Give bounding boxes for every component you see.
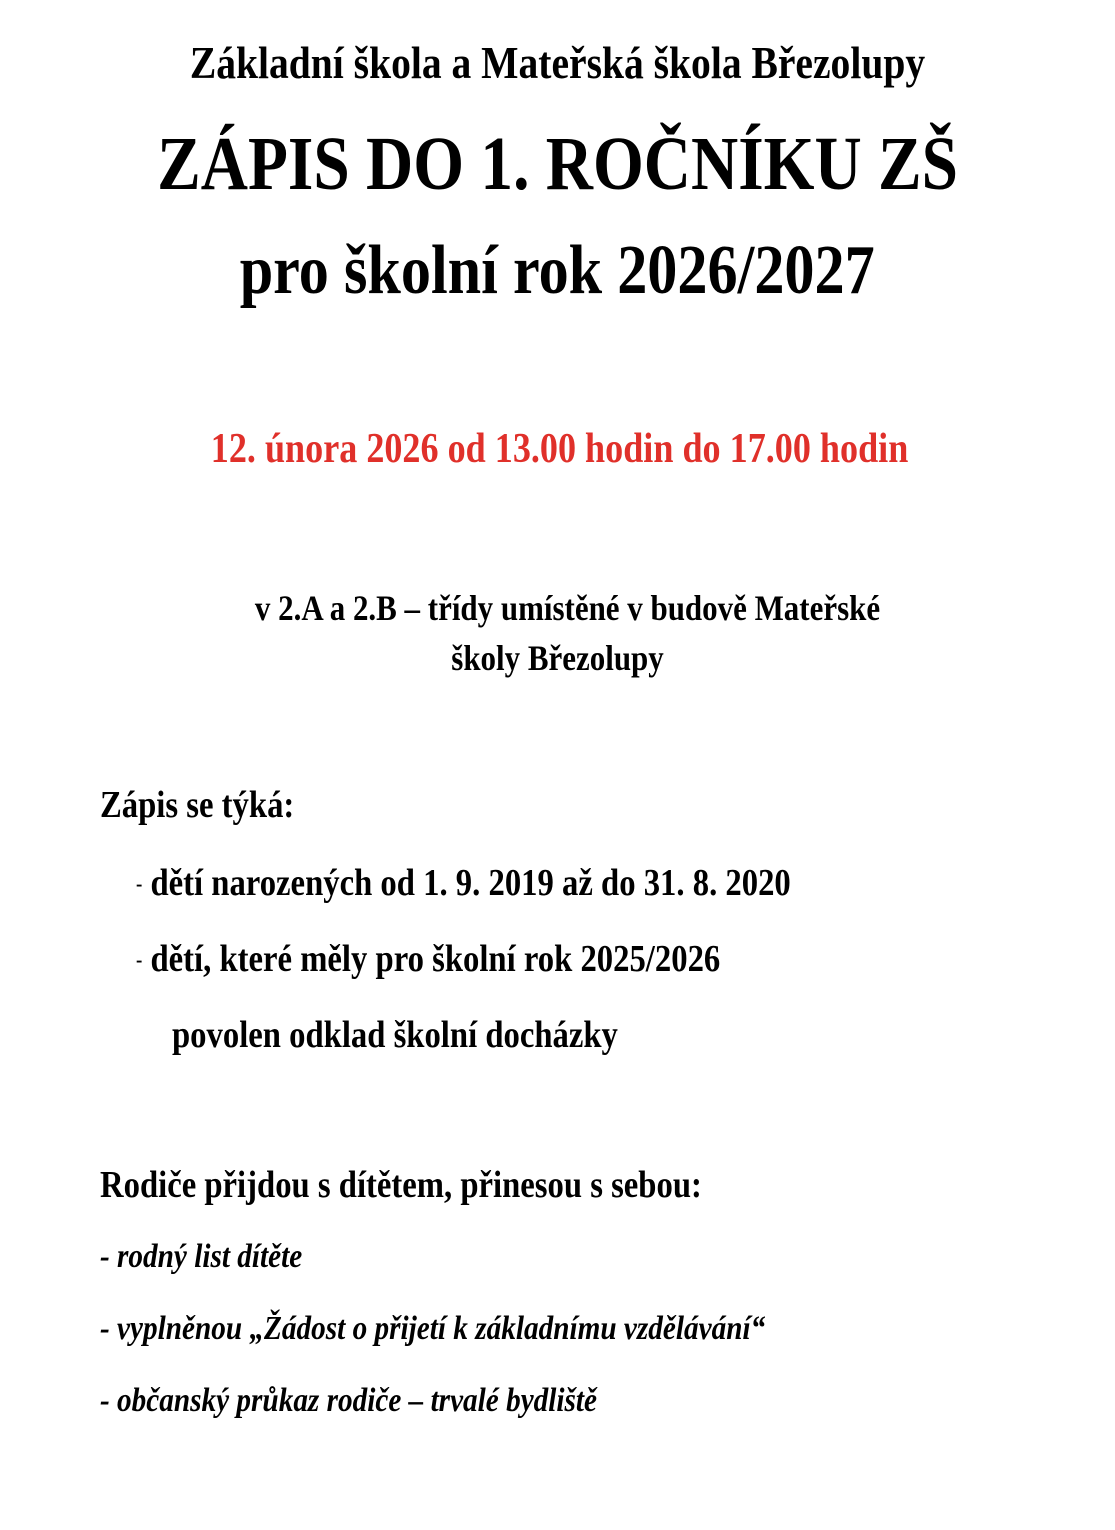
document-item-application-form: - vyplněnou „Žádost o přijetí k základnímu vzdělávání“ <box>100 1310 766 1347</box>
document-item-id-card: - občanský průkaz rodiče – trvalé bydliště <box>100 1382 598 1419</box>
event-date-time: 12. února 2026 od 13.00 hodin do 17.00 hodin <box>210 426 909 472</box>
location-line-2: školy Březolupy <box>451 638 664 678</box>
eligibility-heading: Zápis se týká: <box>100 784 295 826</box>
bullet-dash: - <box>136 871 143 896</box>
school-year-subtitle: pro školní rok 2026/2027 <box>239 232 876 309</box>
page-title: ZÁPIS DO 1. ROČNÍKU ZŠ <box>157 122 958 206</box>
eligibility-item: - dětí, které měly pro školní rok 2025/2026 <box>136 938 721 980</box>
location-line-1: v 2.A a 2.B – třídy umístěné v budově Mateřské <box>254 588 881 628</box>
document-item-birth-certificate: - rodný list dítěte <box>100 1238 303 1275</box>
documents-heading: Rodiče přijdou s dítětem, přinesou s sebou: <box>100 1164 702 1206</box>
eligibility-item: - dětí narozených od 1. 9. 2019 až do 31. 8. 2020 <box>136 862 791 904</box>
bullet-dash: - <box>136 947 143 972</box>
school-name: Základní škola a Mateřská škola Březolupy <box>189 37 926 88</box>
eligibility-continuation: povolen odklad školní docházky <box>172 1014 618 1056</box>
